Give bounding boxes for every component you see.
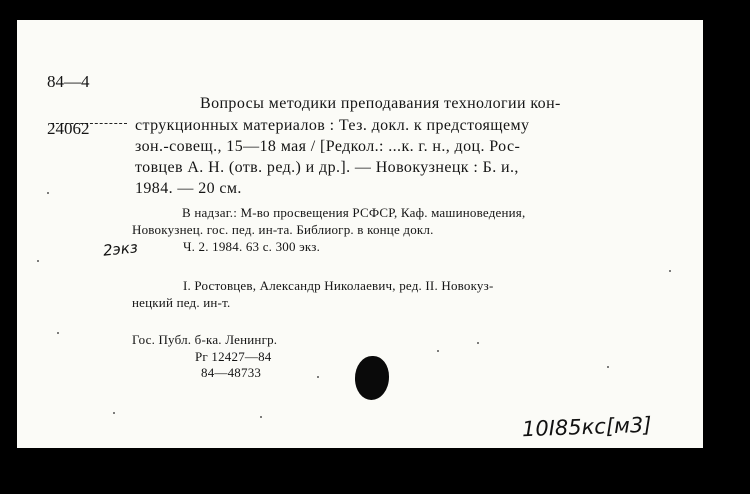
title-line-4: товцев А. Н. (отв. ред.) и др.]. — Новокузнецк : Б. и., (135, 159, 519, 176)
tracing-line-1: I. Ростовцев, Александр Николаевич, ред. II. Новокуз- (183, 278, 494, 293)
title-line-5: 1984. — 20 см. (135, 180, 242, 197)
speck (57, 332, 59, 334)
speck (47, 192, 49, 194)
speck (669, 270, 671, 272)
title-line-2: струкционных материалов : Тез. докл. к предстоящему (135, 117, 530, 134)
speck (607, 366, 609, 368)
part-line: Ч. 2. 1984. 63 с. 300 экз. (183, 239, 321, 254)
accession-number: 84—48733 (201, 365, 262, 380)
catalog-card (17, 20, 706, 448)
tracing-line-2: нецкий пед. ин-т. (132, 295, 231, 310)
library-name: Гос. Публ. б-ка. Ленингр. (132, 332, 278, 347)
registration-number: Рг 12427—84 (195, 349, 272, 364)
note-line-2: Новокузнец. гос. пед. ин-та. Библиогр. в конце докл. (132, 222, 434, 237)
speck (477, 342, 479, 344)
speck (260, 416, 262, 418)
note-line-1: В надзаг.: М-во просвещения РСФСР, Каф. машиноведения, (182, 205, 526, 220)
speck (37, 260, 39, 262)
call-number-bottom: 24062 (47, 119, 90, 138)
speck (317, 376, 319, 378)
ink-blot (355, 356, 389, 400)
card-edge (703, 20, 706, 448)
title-line-3: зон.-совещ., 15—18 мая / [Редкол.: ...к. г. н., доц. Рос- (135, 138, 521, 155)
speck (437, 350, 439, 352)
handwritten-copies-note: 2экз (102, 238, 139, 260)
handwritten-shelf-mark: 10I85кс[м3] (521, 412, 652, 442)
title-line-1: Вопросы методики преподавания технологии кон- (200, 95, 561, 112)
call-number-top: 84—4 (47, 72, 90, 91)
speck (113, 412, 115, 414)
